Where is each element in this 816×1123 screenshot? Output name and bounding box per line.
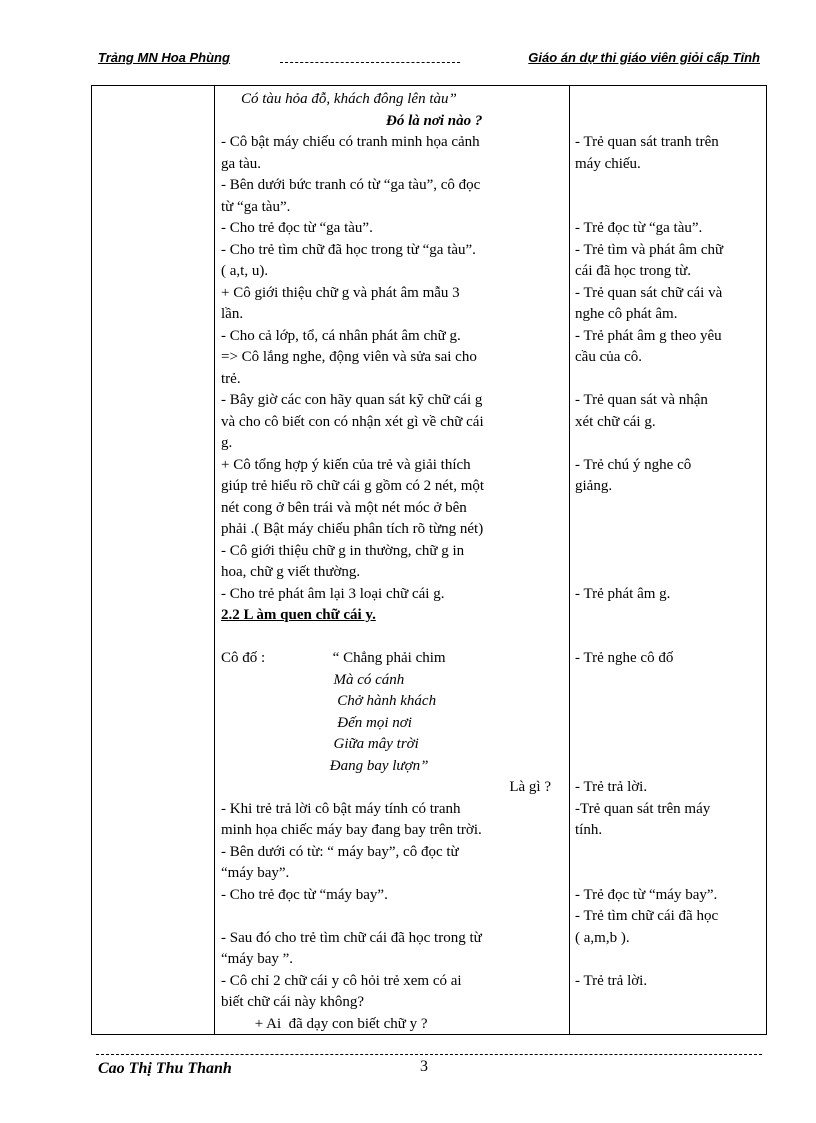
- child-line: [575, 519, 765, 541]
- teacher-line: minh họa chiếc máy bay đang bay trên trời.: [221, 822, 482, 838]
- teacher-line: Đến mọi nơi: [221, 714, 412, 731]
- teacher-line: - Khi trẻ trả lời cô bật máy tính có tranh: [221, 800, 461, 817]
- teacher-line: - Cho cả lớp, tổ, cá nhân phát âm chữ g.: [221, 327, 461, 344]
- teacher-line: 2.2 L àm quen chữ cái y.: [221, 607, 376, 623]
- child-line: [575, 605, 765, 627]
- child-line: [575, 562, 765, 584]
- child-line: - Trẻ trả lời.: [575, 972, 648, 989]
- child-line: [575, 734, 765, 756]
- teacher-line: - Cô bật máy chiếu có tranh minh họa cảnh: [221, 134, 480, 150]
- teacher-line: + Cô tổng hợp ý kiến của trẻ và giải thích: [221, 456, 471, 473]
- teacher-line: g.: [221, 435, 233, 451]
- teacher-line: Giữa mây trời: [221, 736, 419, 752]
- teacher-line: ga tàu.: [221, 155, 261, 172]
- child-line: - Trẻ phát âm g.: [575, 585, 671, 602]
- teacher-line: - Cho trẻ đọc từ “máy bay”.: [221, 886, 388, 903]
- teacher-line: Đang bay lượn”: [221, 757, 429, 774]
- teacher-line: + Cô giới thiệu chữ g và phát âm mẫu 3: [221, 284, 460, 301]
- teacher-line: giúp trẻ hiểu rõ chữ cái g gồm có 2 nét, một: [221, 478, 485, 494]
- teacher-line: hoa, chữ g viết thường.: [221, 564, 361, 580]
- child-line: - Trẻ tìm chữ cái đã học: [575, 908, 719, 924]
- page-number: 3: [420, 1058, 428, 1075]
- child-line: [575, 691, 765, 713]
- child-line: nghe cô phát âm.: [575, 306, 678, 322]
- child-line: [575, 89, 765, 111]
- child-line: - Trẻ quan sát tranh trên: [575, 134, 719, 150]
- teacher-line: - Cho trẻ đọc từ “ga tàu”.: [221, 220, 373, 236]
- teacher-line: [221, 627, 561, 649]
- child-line: [575, 1014, 765, 1036]
- child-line: [575, 670, 765, 692]
- child-line: [575, 756, 765, 778]
- teacher-line: => Cô lắng nghe, động viên và sửa sai cho: [221, 349, 477, 365]
- teacher-line: - Bên dưới có từ: “ máy bay”, cô đọc từ: [221, 843, 459, 860]
- teacher-line: Chở hành khách: [221, 693, 437, 709]
- teacher-line: trẻ.: [221, 370, 241, 387]
- child-line: - Trẻ nghe cô đố: [575, 650, 674, 666]
- teacher-line: “máy bay”.: [221, 865, 290, 881]
- child-line: - Trẻ phát âm g theo yêu: [575, 327, 722, 344]
- child-line: [575, 627, 765, 649]
- child-line: [575, 541, 765, 563]
- teacher-line: ( a,t, u).: [221, 263, 269, 279]
- teacher-line: Cô đố : “ Chẳng phải chim: [221, 650, 446, 666]
- child-line: [575, 842, 765, 864]
- child-line: [575, 175, 765, 197]
- teacher-line: - Cô giới thiệu chữ g in thường, chữ g in: [221, 542, 465, 559]
- child-line: [575, 111, 765, 133]
- teacher-activity-column: [221, 89, 561, 1035]
- teacher-line: và cho cô biết con có nhận xét gì về chữ cái: [221, 413, 484, 430]
- teacher-line: lần.: [221, 306, 244, 322]
- teacher-line: Có tàu hỏa đỗ, khách đông lên tàu”: [241, 91, 457, 107]
- child-line: máy chiếu.: [575, 155, 641, 172]
- teacher-line: Mà có cánh: [221, 671, 405, 688]
- child-activity-column: [575, 89, 765, 1035]
- child-line: giảng.: [575, 478, 613, 494]
- teacher-line: - Bên dưới bức tranh có từ “ga tàu”, cô đọc: [221, 177, 481, 193]
- child-line: - Trẻ quan sát chữ cái và: [575, 284, 723, 301]
- child-line: cái đã học trong từ.: [575, 263, 692, 279]
- teacher-line: [221, 906, 561, 928]
- teacher-line: “máy bay ”.: [221, 951, 294, 967]
- child-line: tính.: [575, 822, 603, 838]
- child-line: -Trẻ quan sát trên máy: [575, 800, 711, 817]
- child-line: [575, 863, 765, 885]
- header-title: Giáo án dự thi giáo viên giỏi cấp Tỉnh: [528, 50, 760, 65]
- child-line: cầu của cô.: [575, 349, 643, 365]
- lesson-table: [91, 85, 767, 1035]
- teacher-line: - Sau đó cho trẻ tìm chữ cái đã học trong từ: [221, 929, 482, 946]
- footer-author: Cao Thị Thu Thanh: [98, 1060, 232, 1077]
- child-line: - Trẻ chú ý nghe cô: [575, 456, 692, 473]
- child-line: - Trẻ tìm và phát âm chữ: [575, 241, 724, 258]
- header-school: Trảng MN Hoa Phùng: [98, 50, 230, 65]
- child-line: [575, 992, 765, 1014]
- child-line: - Trẻ quan sát và nhận: [575, 392, 708, 408]
- child-line: - Trẻ đọc từ “ga tàu”.: [575, 220, 703, 236]
- teacher-line: từ “ga tàu”.: [221, 198, 291, 215]
- child-line: [575, 949, 765, 971]
- child-line: [575, 433, 765, 455]
- child-line: [575, 498, 765, 520]
- teacher-line: Đó là nơi nào ?: [386, 112, 483, 129]
- child-line: [575, 197, 765, 219]
- footer-divider: [96, 1054, 762, 1055]
- child-line: xét chữ cái g.: [575, 413, 656, 430]
- child-line: - Trẻ đọc từ “máy bay”.: [575, 886, 718, 903]
- page-header: [98, 50, 760, 68]
- column-divider-left: [214, 86, 215, 1034]
- child-line: ( a,m,b ).: [575, 929, 630, 946]
- column-divider-right: [569, 86, 570, 1034]
- teacher-line: - Cô chỉ 2 chữ cái y cô hỏi trẻ xem có ai: [221, 972, 462, 989]
- teacher-line: - Cho trẻ tìm chữ đã học trong từ “ga tàu”.: [221, 241, 476, 258]
- teacher-line: biết chữ cái này không?: [221, 994, 365, 1010]
- child-line: [575, 369, 765, 391]
- child-line: [575, 713, 765, 735]
- teacher-line: - Bây giờ các con hãy quan sát kỹ chữ cái g: [221, 392, 483, 408]
- teacher-line: nét cong ở bên trái và một nét móc ở bên: [221, 499, 467, 516]
- teacher-line: - Cho trẻ phát âm lại 3 loại chữ cái g.: [221, 585, 445, 602]
- teacher-line: Là gì ?: [509, 779, 551, 795]
- teacher-line: phải .( Bật máy chiếu phân tích rõ từng nét): [221, 521, 484, 537]
- header-divider: [280, 62, 460, 63]
- child-line: - Trẻ trả lời.: [575, 779, 648, 795]
- teacher-line: + Ai đã dạy con biết chữ y ?: [221, 1015, 428, 1032]
